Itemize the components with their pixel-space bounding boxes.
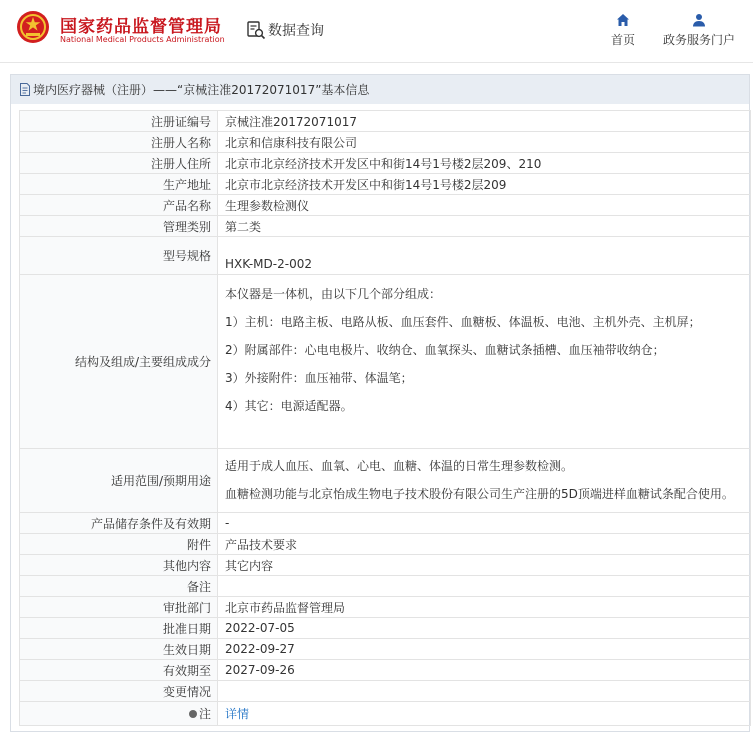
table-row: [20, 449, 751, 513]
table-row: [20, 597, 751, 618]
table-row: [20, 153, 751, 174]
national-emblem-icon: [16, 10, 50, 44]
data-query-link[interactable]: [246, 18, 324, 42]
field-value-approval-date: 2022-07-05: [218, 618, 751, 639]
field-label: 备注: [20, 576, 218, 597]
field-label: 注册人名称: [20, 132, 218, 153]
field-value-production-address: 北京市北京经济技术开发区中和街14号1号楼2层209: [218, 174, 751, 195]
table-row: [20, 660, 751, 681]
table-row: [20, 534, 751, 555]
table-row: [20, 195, 751, 216]
field-value-registration-number: 京械注准20172071017: [218, 111, 751, 132]
table-row: [20, 555, 751, 576]
home-icon: [616, 13, 630, 27]
table-row: [20, 702, 751, 726]
intended-use-line: 适用于成人血压、血氧、心电、血糖、体温的日常生理参数检测。: [225, 459, 574, 473]
field-label: 批准日期: [20, 618, 218, 639]
field-value-structure: [218, 275, 751, 449]
structure-line: 4）其它：电源适配器。: [225, 399, 353, 413]
table-row: [20, 237, 751, 275]
table-row: [20, 216, 751, 237]
panel-title: 境内医疗器械（注册）——“京械注准20172071017”基本信息: [33, 83, 370, 97]
table-row: [20, 618, 751, 639]
site-subtitle: National Medical Products Administration: [60, 35, 225, 44]
field-label: 注册证编号: [20, 111, 218, 132]
field-label: 生效日期: [20, 639, 218, 660]
user-icon: [692, 13, 706, 27]
field-label-note: [20, 702, 218, 726]
field-value-note: [218, 702, 751, 726]
note-label: 注: [198, 707, 211, 721]
table-row: [20, 275, 751, 449]
field-value-management-category: 第二类: [218, 216, 751, 237]
structure-line: 2）附属部件：心电电极片、收纳仓、血氧探头、血糖试条插槽、血压袖带收纳仓；: [225, 343, 665, 357]
field-value-registrant-address: 北京市北京经济技术开发区中和街14号1号楼2层209、210: [218, 153, 751, 174]
site-title: 国家药品监督管理局: [60, 17, 222, 37]
field-value-other-content: 其它内容: [218, 555, 751, 576]
table-row: [20, 681, 751, 702]
table-row: [20, 513, 751, 534]
structure-line: 3）外接附件：血压袖带、体温笔；: [225, 371, 413, 385]
data-query-label: 数据查询: [268, 23, 324, 39]
table-row: [20, 639, 751, 660]
field-label: 审批部门: [20, 597, 218, 618]
field-value-valid-until: 2027-09-26: [218, 660, 751, 681]
field-value-effective-date: 2022-09-27: [218, 639, 751, 660]
table-row: [20, 174, 751, 195]
site-header: [0, 0, 753, 62]
field-label: 结构及组成/主要组成成分: [20, 275, 218, 449]
registration-info-table: [19, 110, 751, 726]
field-label: 产品储存条件及有效期: [20, 513, 218, 534]
info-panel: [10, 74, 750, 732]
field-label: 变更情况: [20, 681, 218, 702]
note-pin-icon: [189, 710, 197, 718]
details-link[interactable]: 详情: [225, 707, 250, 721]
table-row: [20, 111, 751, 132]
structure-line: 1）主机：电路主板、电路从板、血压套件、血糖板、体温板、电池、主机外壳、主机屏；: [225, 315, 701, 329]
field-value-change-info: [218, 681, 751, 702]
field-value-approval-dept: 北京市药品监督管理局: [218, 597, 751, 618]
structure-line: 本仪器是一体机，由以下几个部分组成：: [225, 287, 442, 301]
nav-service-portal[interactable]: [660, 13, 738, 48]
field-value-storage: -: [218, 513, 751, 534]
intended-use-line: 血糖检测功能与北京怡成生物电子技术股份有限公司生产注册的5D顶端进样血糖试条配合使用。: [225, 487, 734, 501]
field-label: 生产地址: [20, 174, 218, 195]
field-value-intended-use: [218, 449, 751, 513]
field-value-registrant-name: 北京和信康科技有限公司: [218, 132, 751, 153]
table-row: [20, 576, 751, 597]
field-value-attachment: 产品技术要求: [218, 534, 751, 555]
nav-home[interactable]: [609, 13, 637, 48]
field-label: 型号规格: [20, 237, 218, 275]
nav-home-label: 首页: [610, 33, 635, 47]
field-label: 适用范围/预期用途: [20, 449, 218, 513]
model-spec-text: HXK-MD-2-002: [225, 257, 312, 271]
table-row: [20, 132, 751, 153]
field-label: 附件: [20, 534, 218, 555]
header-divider: [0, 62, 753, 63]
field-label: 产品名称: [20, 195, 218, 216]
field-label: 其他内容: [20, 555, 218, 576]
nav-service-portal-label: 政务服务门户: [662, 33, 735, 47]
field-value-remarks: [218, 576, 751, 597]
panel-title-bar: [11, 74, 749, 104]
field-value-product-name: 生理参数检测仪: [218, 195, 751, 216]
document-icon: [19, 83, 31, 96]
field-label: 注册人住所: [20, 153, 218, 174]
field-label: 管理类别: [20, 216, 218, 237]
field-value-model-spec: [218, 237, 751, 275]
data-search-icon: [246, 20, 266, 40]
field-label: 有效期至: [20, 660, 218, 681]
